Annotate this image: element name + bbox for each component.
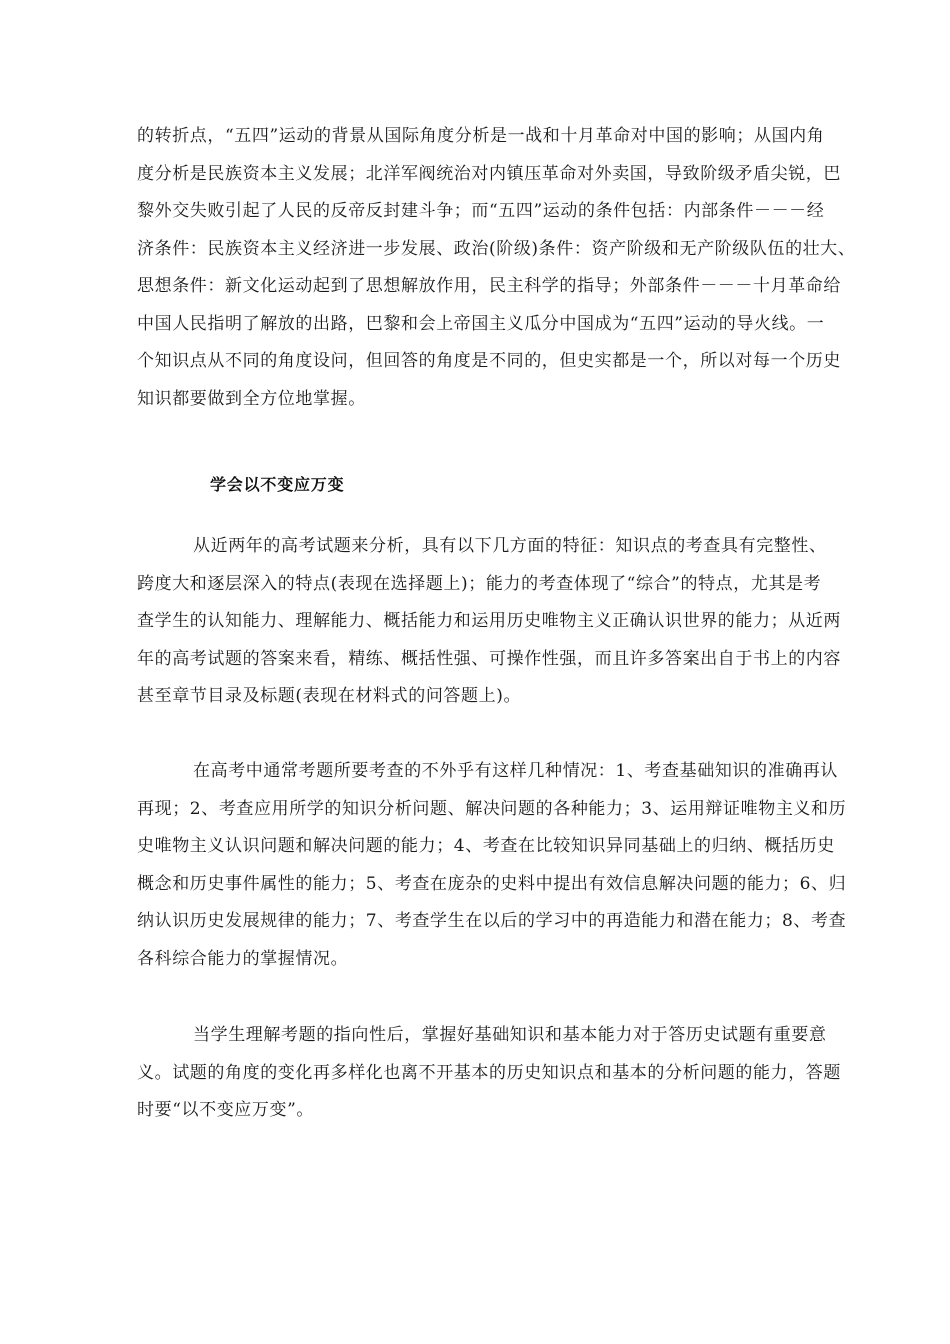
paragraph-line: 纳认识历史发展规律的能力；7、考查学生在以后的学习中的再造能力和潜在能力；8、考查 [137,911,847,931]
paragraph-line: 年的高考试题的答案来看，精练、概括性强、可操作性强，而且许多答案出自于书上的内容 [137,648,841,669]
paragraph-line: 中国人民指明了解放的出路，巴黎和会上帝国主义瓜分中国成为“五四”运动的导火线。一 [137,313,825,334]
paragraph-line: 知识都要做到全方位地掌握。 [137,388,366,409]
paragraph-line: 甚至章节目录及标题(表现在材料式的问答题上)。 [137,686,522,706]
paragraph-line: 查学生的认知能力、理解能力、概括能力和运用历史唯物主义正确认识世界的能力；从近两 [137,611,841,631]
paragraph-line: 从近两年的高考试题来分析，具有以下几方面的特征：知识点的考查具有完整性、 [193,536,827,556]
section-heading: 学会以不变应万变 [210,475,345,494]
paragraph-line: 黎外交失败引起了人民的反帝反封建斗争；而“五四”运动的条件包括：内部条件－－－经 [137,201,825,221]
paragraph-line: 当学生理解考题的指向性后，掌握好基础知识和基本能力对于答历史试题有重要意 [193,1025,827,1045]
paragraph-line: 概念和历史事件属性的能力；5、考查在庞杂的史料中提出有效信息解决问题的能力；6、归 [137,873,847,894]
paragraph-wusi-analysis [137,118,856,418]
paragraph-line: 度分析是民族资本主义发展；北洋军阀统治对内镇压革命对外卖国，导致阶级矛盾尖锐，巴 [137,163,841,184]
paragraph-line: 义。试题的角度的变化再多样化也离不开基本的历史知识点和基本的分析问题的能力，答题 [137,1062,841,1083]
paragraph-line: 的转折点，“五四”运动的背景从国际角度分析是一战和十月革命对中国的影响；从国内角 [137,126,825,146]
paragraph-line: 个知识点从不同的角度设问，但回答的角度是不同的，但史实都是一个，所以对每一个历史 [137,351,841,371]
paragraph-line: 时要“以不变应万变”。 [137,1100,314,1120]
paragraph-line: 再现；2、考查应用所学的知识分析问题、解决问题的各种能力；3、运用辩证唯物主义和历 [137,798,847,819]
paragraph-line: 济条件：民族资本主义经济进一步发展、政治(阶级)条件：资产阶级和无产阶级队伍的壮大、 [137,238,856,259]
paragraph-exam-types [137,753,847,978]
paragraph-line: 跨度大和逐层深入的特点(表现在选择题上)；能力的考查体现了“综合”的特点，尤其是考 [137,573,822,594]
paragraph-line: 各科综合能力的掌握情况。 [137,948,349,969]
paragraph-line: 思想条件：新文化运动起到了思想解放作用，民主科学的指导；外部条件－－－十月革命给 [137,276,841,296]
paragraph-conclusion [137,1017,841,1130]
paragraph-line: 在高考中通常考题所要考查的不外乎有这样几种情况：1、考查基础知识的准确再认 [193,761,839,781]
paragraph-exam-features [137,528,841,716]
paragraph-line: 史唯物主义认识问题和解决问题的能力；4、考查在比较知识异同基础上的归纳、概括历史 [137,836,835,856]
